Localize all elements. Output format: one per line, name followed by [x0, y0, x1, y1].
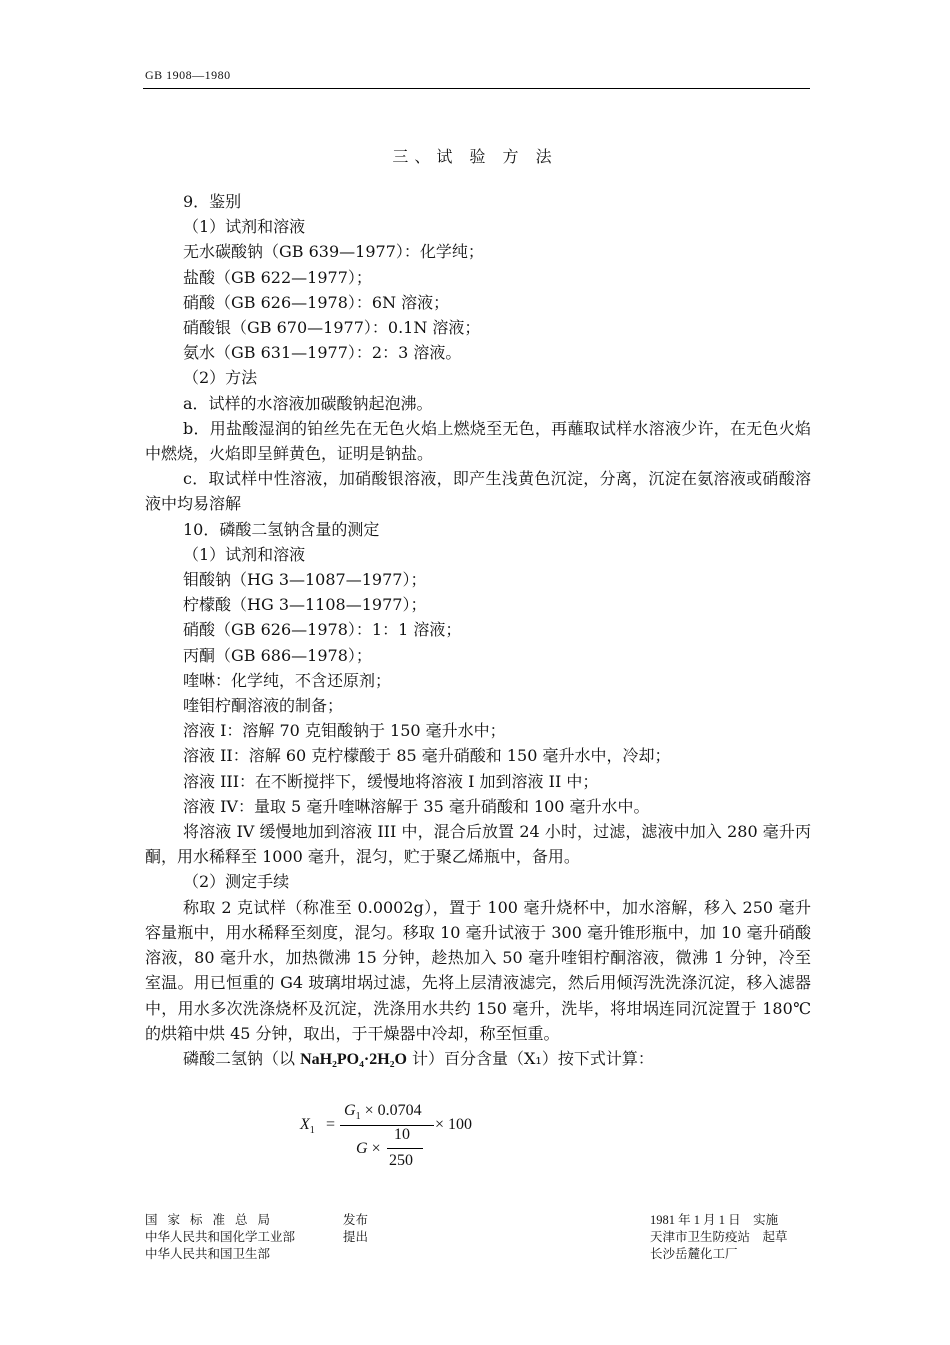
reagent-line: 丙酮（GB 686—1978）；	[183, 645, 372, 665]
mixing-paragraph: 将溶液 IV 缓慢地加到溶液 III 中，混合后放置 24 小时，过滤，滤液中加入 280 毫升丙酮，用水稀释至 1000 毫升，混匀，贮于聚乙烯瓶中，备用。	[145, 822, 811, 867]
s10-heading: 10．磷酸二氢钠含量的测定	[183, 519, 380, 539]
content-formula	[300, 1098, 520, 1178]
drafting-org: 天津市卫生防疫站 起草	[650, 1230, 788, 1244]
reagent-line: 硝酸（GB 626—1978）：6N 溶液；	[183, 292, 450, 312]
fraction-bar-main	[340, 1125, 434, 1126]
chemical-formula: NaH₂PO₄·2H₂O	[300, 1050, 407, 1068]
calc-intro-post: 计）百分含量（X₁）按下式计算：	[406, 1048, 654, 1068]
procedure-paragraph: 称取 2 克试样（称准至 0.0002g），置于 100 毫升烧杯中，加水溶解，移入 250 毫升容量瓶中，用水稀释至刻度，混匀。移取 10 毫升试液于 300 毫升锥形瓶中，加 10 毫升硝酸溶液，80 毫升水，加热微沸 15 分钟，趁热加入 50 毫升喹钼柠酮溶液，微沸 1 分钟，冷至室温。用已恒重的 G4 玻璃坩埚过滤，先将上层清液滤完，然后用倾泻洗洗涤沉淀，移入滤器中，用水多次洗涤烧杯及沉淀，洗涤用水共约 150 毫升，洗毕，将坩埚连同沉淀置于 180℃的烘箱中烘 45 分钟，取出，于干燥器中冷却，称至恒重。	[145, 897, 811, 1043]
solution-line: 溶液 IV：量取 5 毫升喹啉溶解于 35 毫升硝酸和 100 毫升水中。	[183, 796, 650, 816]
drafting-org: 长沙岳麓化工厂	[650, 1247, 738, 1261]
s9-subheading-reagents: （1）试剂和溶液	[183, 217, 306, 237]
calc-intro-pre: 磷酸二氢钠（以	[183, 1048, 301, 1068]
inner-fraction-numerator: 10	[394, 1126, 410, 1143]
method-step-b: b．用盐酸湿润的铂丝先在无色火焰上燃烧至无色，再蘸取试样水溶液少许，在无色火焰中燃烧，火焰即呈鲜黄色，证明是钠盐。	[145, 418, 811, 464]
inner-fraction-denominator: 250	[389, 1152, 413, 1169]
formula-lhs: $X_1$	[300, 1116, 315, 1137]
implementation-date: 1981 年 1 月 1 日 实施	[650, 1213, 779, 1227]
s9-subheading-method: （2）方法	[183, 368, 258, 388]
s10-subheading-reagents: （1）试剂和溶液	[183, 544, 306, 564]
reagent-line: 硝酸银（GB 670—1977）：0.1N 溶液；	[183, 318, 481, 338]
document-body	[145, 189, 811, 1072]
implementation-block	[650, 1212, 810, 1263]
header-rule	[143, 88, 810, 89]
reagent-line: 柠檬酸（HG 3—1108—1977）；	[183, 595, 427, 615]
method-step-c: c．取试样中性溶液，加硝酸银溶液，即产生浅黄色沉淀，分离，沉淀在氨溶液或硝酸溶液中均易溶解	[145, 469, 811, 514]
formula-equals: =	[326, 1116, 336, 1133]
issuer-row: 国家标准总局 发布	[145, 1213, 369, 1227]
issuer-row: 中华人民共和国卫生部	[145, 1247, 271, 1261]
reagent-line: 喹钼柠酮溶液的制备；	[183, 696, 344, 716]
fraction-bar-inner	[387, 1148, 423, 1149]
formula-denominator: G ×	[356, 1140, 381, 1157]
reagent-line: 盐酸（GB 622—1977）；	[183, 267, 372, 287]
formula-times-100: × 100	[435, 1116, 473, 1133]
reagent-line: 无水碳酸钠（GB 639—1977）：化学纯；	[183, 242, 484, 262]
section-title: 三、试 验 方 法	[392, 147, 558, 166]
reagent-line: 氨水（GB 631—1977）：2：3 溶液。	[183, 343, 462, 363]
reagent-line: 钼酸钠（HG 3—1087—1977）；	[183, 570, 427, 590]
issuer-block	[145, 1212, 368, 1263]
s10-subheading-procedure: （2）测定手续	[183, 872, 290, 892]
s9-heading: 9．鉴别	[183, 192, 242, 211]
reagent-line: 喹啉：化学纯，不含还原剂；	[183, 670, 392, 690]
reagent-line: 硝酸（GB 626—1978）：1：1 溶液；	[183, 620, 462, 640]
solution-line: 溶液 III：在不断搅拌下，缓慢地将溶液 I 加到溶液 II 中；	[183, 771, 599, 791]
solution-line: 溶液 I：溶解 70 克钼酸钠于 150 毫升水中；	[183, 721, 506, 741]
calculation-intro	[145, 1046, 811, 1072]
solution-line: 溶液 II：溶解 60 克柠檬酸于 85 毫升硝酸和 150 毫升水中，冷却；	[183, 746, 671, 766]
formula-numerator: $G_1 \times 0.0704$	[344, 1102, 422, 1123]
issuer-row: 中华人民共和国化学工业部 提出	[145, 1230, 369, 1244]
standard-code-header: GB 1908—1980	[145, 68, 231, 82]
method-step-a: a．试样的水溶液加碳酸钠起泡沸。	[183, 393, 433, 413]
